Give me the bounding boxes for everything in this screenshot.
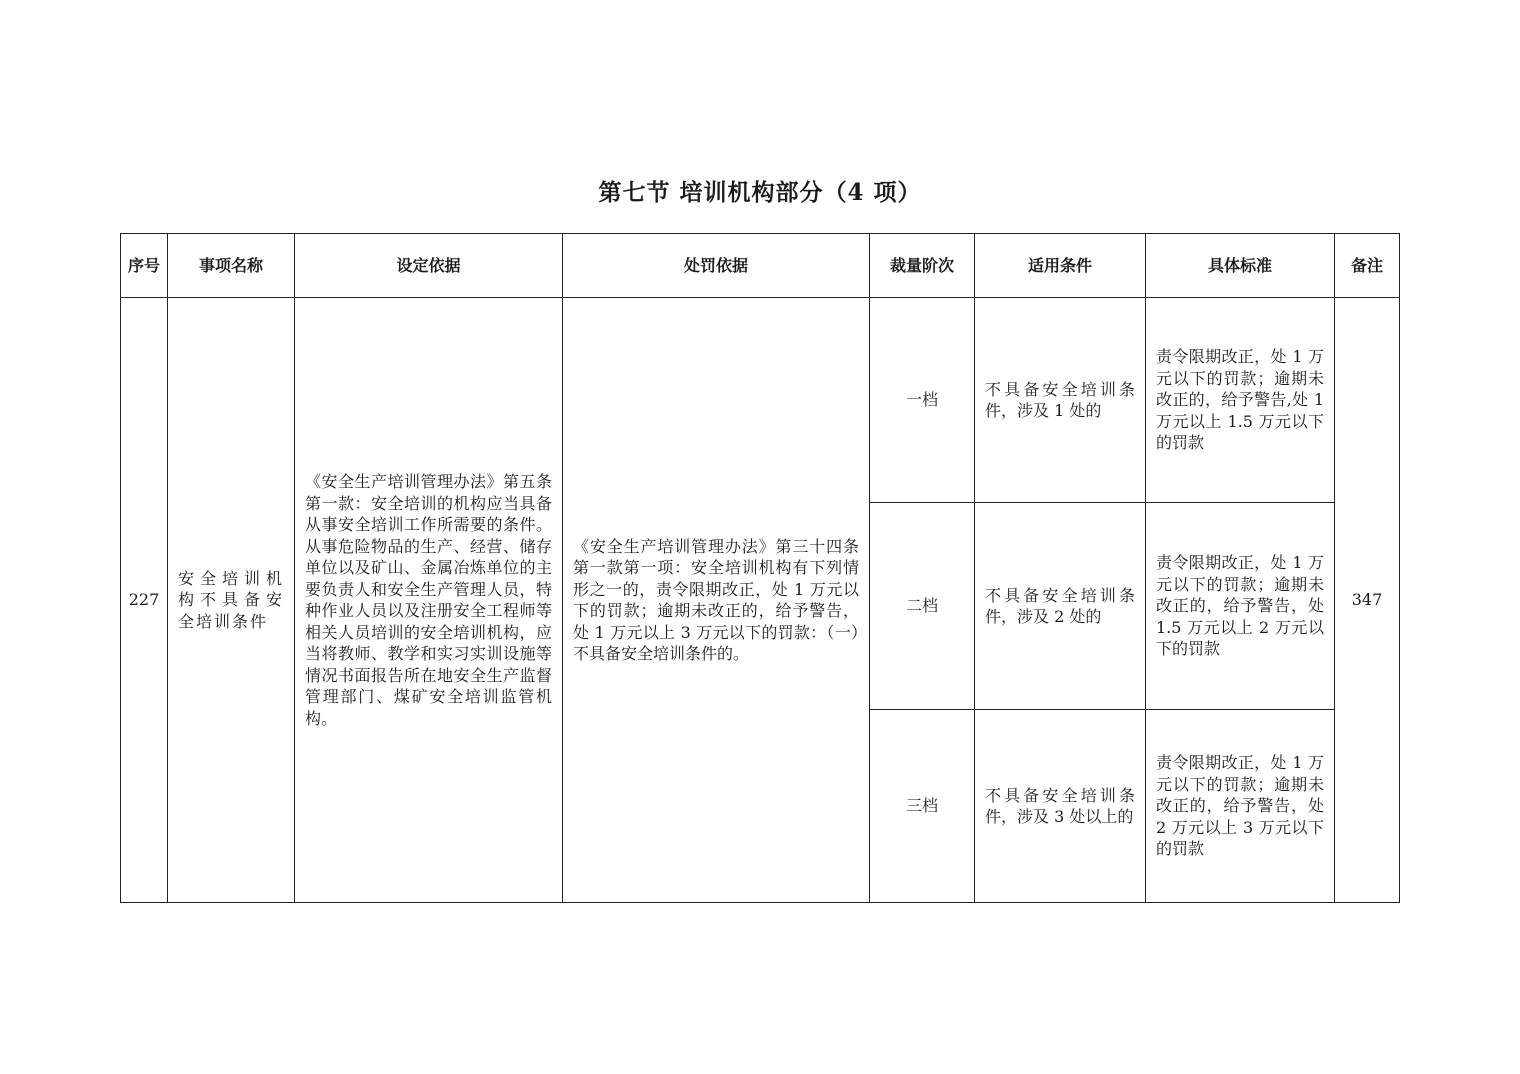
condition-3: 不具备安全培训条件，涉及 3 处以上的: [975, 710, 1146, 903]
standard-1: 责令限期改正，处 1 万元以下的罚款；逾期未改正的，给予警告,处 1 万元以上 1.5 万元以下的罚款: [1146, 298, 1335, 503]
header-penalty-basis: 处罚依据: [563, 234, 870, 298]
level-3: 三档: [870, 710, 975, 903]
item-number: 227: [121, 298, 168, 903]
header-discretion-level: 裁量阶次: [870, 234, 975, 298]
level-2: 二档: [870, 503, 975, 710]
header-applicable-condition: 适用条件: [975, 234, 1146, 298]
level-1: 一档: [870, 298, 975, 503]
page-title: 第七节 培训机构部分（4 项）: [598, 179, 922, 206]
header-remark: 备注: [1335, 234, 1400, 298]
standard-2: 责令限期改正，处 1 万元以下的罚款；逾期未改正的，给予警告，处 1.5 万元以上 2 万元以下的罚款: [1146, 503, 1335, 710]
penalty-table: [120, 233, 1400, 903]
remark: 347: [1335, 298, 1400, 903]
item-name: 安全培训机构不具备安全培训条件: [168, 298, 295, 903]
setting-basis: 《安全生产培训管理办法》第五条第一款：安全培训的机构应当具备从事安全培训工作所需要的条件。从事危险物品的生产、经营、储存单位以及矿山、金属冶炼单位的主要负责人和安全生产管理人员，特种作业人员以及注册安全工程师等相关人员培训的安全培训机构，应当将教师、教学和实习实训设施等情况书面报告所在地安全生产监督管理部门、煤矿安全培训监管机构。: [295, 298, 563, 903]
condition-1: 不具备安全培训条件，涉及 1 处的: [975, 298, 1146, 503]
condition-2: 不具备安全培训条件，涉及 2 处的: [975, 503, 1146, 710]
penalty-basis: 《安全生产培训管理办法》第三十四条第一款第一项：安全培训机构有下列情形之一的，责令限期改正，处 1 万元以下的罚款；逾期未改正的，给予警告，处 1 万元以上 3 万元以下的罚款：（一）不具备安全培训条件的。: [563, 298, 870, 903]
table-row: [121, 298, 1400, 503]
standard-3: 责令限期改正，处 1 万元以下的罚款；逾期未改正的，给予警告，处 2 万元以上 3 万元以下的罚款: [1146, 710, 1335, 903]
header-setting-basis: 设定依据: [295, 234, 563, 298]
table-header-row: [121, 234, 1400, 298]
header-number: 序号: [121, 234, 168, 298]
header-specific-standard: 具体标准: [1146, 234, 1335, 298]
header-item-name: 事项名称: [168, 234, 295, 298]
